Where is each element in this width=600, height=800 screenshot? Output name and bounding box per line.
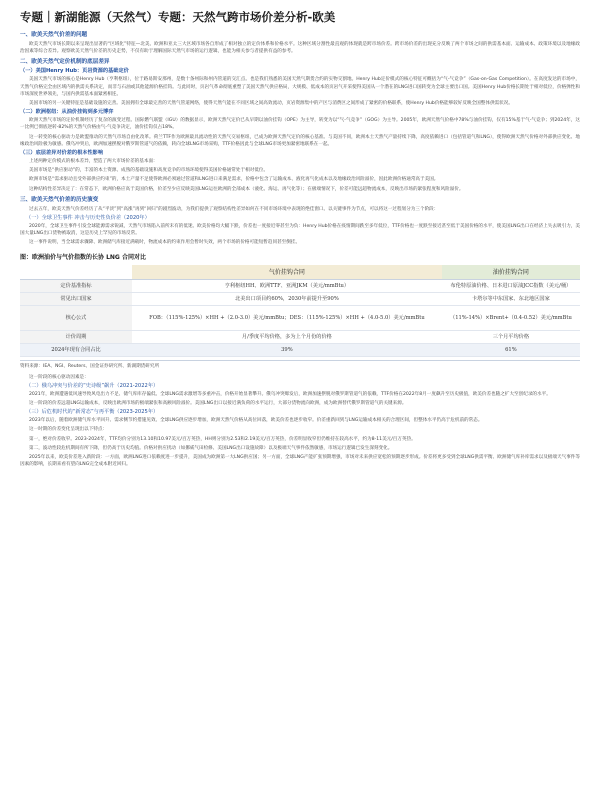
paragraph: 这一时期的价差变化呈现出以下特点： [29, 427, 108, 433]
document-page [20, 0, 580, 468]
paragraph: 美国市场是“供应驱动”的，丰富的本土资源、成熟的基础设施和高度竞争的市场环境使得美国价格通常处于相对低位。 [29, 168, 269, 174]
section-heading-2: 二、欧美天然气定价机制的底层差异 [20, 59, 110, 66]
gas-cell: 亨利枢纽HH、欧洲TTF、亚洲JKM（美元/mmBtu） [132, 279, 442, 292]
row-label: 核心公式 [20, 305, 132, 330]
subsection-heading-2a: （一）美国Henry Hub：页岩资源的基础定价 [20, 68, 129, 75]
oil-cell: 61% [442, 343, 580, 356]
gas-cell: 39% [132, 343, 442, 356]
row-label: 定价基准指标 [20, 279, 132, 292]
paragraph: 2020年，全球卫生事件引发全球能源需求锐减，天然气市场陷入前所未有的低迷。欧美价格均大幅下跌，价差也一度接近零甚至为负：Henry Hub价格在疫情期间跌至多年低位，TTF价格也一度跌至接近甚至低于美国价格的水平，使美国LNG出口在经济上失去吸引力，美国大量LNG出口货物被取消，这是历史上罕见的市场反常。 [20, 224, 580, 237]
paragraph: 上述两种定价模式的根本差异，塑造了两大市场价差的基本面： [29, 159, 158, 165]
contract-comparison-table [20, 265, 580, 357]
paragraph: 第一，绝对价差收窄。2023-2024年，TTF均价分别为13.10和10.97美元/百万英热，HH则分别为2.53和2.19美元/百万英热，价差明显收窄但仍维持在较高水平，约为8-11美元/百万英热。 [29, 436, 416, 442]
paragraph: 这种结构性差异决定了：在常态下，欧洲价格应高于美国价格，价差至少应反映美国LNG运往欧洲的全部成本（液化、海运、再气化等）；在极端情况下，价差可能远超物流成本，反映出市场的紧张程度和风险溢价。 [29, 186, 464, 192]
gas-cell: FOB：（115%-125%）×HH +（2.0-3.0）美元/mmBtu；DES：（115%-125%）×HH +（4.0-5.0）美元/mmBtu [132, 305, 442, 330]
paragraph: 第二，波动性较危机期间有所下降，但仍高于历史均值。价格对供应扰动（如挪威气田检修、美国LNG出口设施故障）以及极端天气事件依然敏感，市场运行逻辑已发生深刻变化。 [29, 445, 393, 451]
row-label: 2024年现有合同占比 [20, 343, 132, 356]
oil-cell: 卡塔尔等中东国家、东北地区国家 [442, 292, 580, 305]
paragraph: 欧洲市场是“需求驱动且受外部供应约束”的，本土产量不足使得欧洲必须通过管道和LNG进口来满足需求，价格中包含了运输成本、液化再气化成本以及地缘政治风险溢价，因此欧洲价格通常高于美国。 [29, 177, 439, 183]
paragraph: 美国天然气市场的核心是Henry Hub（亨利枢纽），位于路易斯安那州，是数十条州际和州内管道的交汇点。也是我们熟悉的美国天然气期货合约的实物交割地。Henry Hub定价模式的核心特征可概括为“气-气竞争”（Gas-on-Gas Competition）。在高度发达的市场中，天然气价格完全由区域内的供需关系决定，而非与石油或其他能源价格挂钩。与此同时，页岩气革命彻底重塑了美国天然气供应格局，大规模、低成本的页岩气开采使得美国从一个潜在的LNG进口国转变为全球主要出口国。美国Henry Hub价格长期处于相对低位，价格弹性和市场深度世界领先，与国内供需基本面紧密相连。 [20, 77, 580, 97]
row-label: 常见出口国家 [20, 292, 132, 305]
row-label: 计价周期 [20, 330, 132, 343]
table-row [20, 305, 580, 330]
paragraph: 美国市场的另一关键特征是基础设施的完善。美国拥有全球最完善的天然气管道网络，使得天然气能在不同区域之间高效流动，页岩资源集中的产区与消费区之间形成了紧密的价格联系，使Henry Hub价格能够较好反映全国整体供需状况。 [29, 101, 513, 107]
subsection-heading-2c: （三）底层差异对价差的根本性影响 [20, 150, 104, 157]
section-heading-3: 三、欧美天然气价差的历史演变 [20, 196, 99, 203]
page-title: 专题｜新湖能源（天然气）专题：天然气跨市场价差分析-欧美 [20, 10, 336, 24]
paragraph: 这一阶段的价差远超LNG运输成本，反映出欧洲市场的极端紧张和高额风险溢价。美国LNG出口以接近满负荷的水平运行，大部分货物流向欧洲，成为欧洲替代俄罗斯管道气的关键来源。 [29, 401, 407, 407]
oil-cell: （11%-14%）×Brent+（0.4-0.52）美元/mmBtu [442, 305, 580, 330]
gas-cell: 北美出口项目约60%，2030年前提升至90% [132, 292, 442, 305]
oil-cell: 三个月平均价格 [442, 330, 580, 343]
paragraph: 2021年，欧洲遭遇低风速导致风电出力不足、储气库库存偏低、全球LNG需求激增等多重冲击，价格开始显著攀升。俄乌冲突爆发后，欧洲加速摆脱对俄罗斯管道气的依赖，TTF价格在2022年8月一度飙升至历史极值，欧美价差也随之扩大至创纪录的水平。 [29, 391, 551, 397]
gas-cell: 月/季度平均价格，多为上个月份的价格 [132, 330, 442, 343]
stage-heading-1: （一）全球卫生事件 冲击与历史性负价差（2020年） [26, 215, 150, 222]
paragraph: 欧洲天然气市场的定价机制经历了复杂的演变过程。国际燃气联盟（IGU）的数据显示，欧洲天然气定价已从早期以油价挂钩（OPE）为主导，转变为以“气-气竞争”（GOG）为主导。2005年，欧洲天然气价格中78%与油价挂钩，仅有15%基于气-气竞争；到2024年，这一比例已彻底逆转-82%的天然气价格由气-气竞争决定，油价挂钩仅占18%。 [20, 118, 580, 131]
table-row [20, 279, 580, 292]
table-header-row [20, 265, 580, 280]
table-header-oil: 油价挂钩合同 [442, 265, 580, 280]
section-heading-1: 一、欧美天然气价差的问题 [20, 32, 88, 38]
stage-heading-2: （二）俄乌冲突与价差的“史诗级”飙升（2021-2022年） [26, 382, 159, 389]
paragraph: 这一转变的核心驱动力是欧盟推动的天然气市场自由化改革。荷兰TTF作为欧洲最具流动性的天然气交易枢纽，已成为欧洲天然气定价的核心基准。与美国不同，欧洲本土天然气产量持续下降，高度依赖进口（包括管道气和LNG），使得欧洲天然气价格对外部供应变化、地缘政治风险极为敏感。俄乌冲突后，欧洲加速摆脱对俄罗斯管道气的依赖，转向全球LNG市场采购，TTF价格因此与全球LNG市场更加紧密地联系在一起。 [20, 134, 580, 147]
table-row [20, 292, 580, 305]
paragraph: 这一事件说明，当全球需求骤降、欧洲储气库接近满载时，物流成本的约束作用会暂时失效，两个市场的价格可能短暂趋同甚至倒挂。 [29, 240, 301, 246]
oil-cell: 布伦特原油价格、日本进口原油JCC指数（美元/桶） [442, 279, 580, 292]
stage-heading-3: （三）后危机时代的“新常态”与再平衡（2023-2025年） [26, 409, 159, 416]
figure-title: 图：欧洲油价与气价指数的长协 LNG 合同对比 [20, 253, 146, 261]
paragraph: 2023年以后，随着欧洲储气库水平回升、需求侧节约措施见效、全球LNG供应逐步增加，欧洲天然气价格从高位回落，欧美价差也逐步收窄。价差重新回到与LNG运输成本相关的合理区间，但整体水平仍高于危机前的常态。 [29, 418, 483, 424]
paragraph: 欧美天然气市场长期以来呈现出显著的“区域化”特征—北美、欧洲和亚太三大区域市场各自形成了相对独立的定价体系和价格水平。这种区域分割性最直观的体现就是跨市场价差。跨市场价差的出现充分反映了两个市场之间的供需基本面、运输成本、政策环境以及地缘政治因素等综合差异。观察欧美天然气价差的历史走势，不仅有助于理解国际天然气市场的运行逻辑，也能为相关参与者提供有益的参考。 [20, 42, 580, 55]
table-header-gas: 气价挂钩合同 [132, 265, 442, 280]
table-row [20, 330, 580, 343]
paragraph: 这一阶段的核心驱动因素是： [29, 374, 89, 380]
subsection-heading-2b: （二）欧洲枢纽：从油价挂钩到多元博弈 [20, 109, 114, 116]
paragraph: 2025年以来，欧美价差进入新阶段：一方面，欧洲LNG进口依赖度进一步提升，美国成为欧洲第一大LNG供应国；另一方面，全球LNG产能扩张预期增强，市场对未来供应宽松的预期逐步形成。价差将更多受到全球LNG供需平衡、欧洲储气库补库需求以及极端天气事件等因素的影响，长期来看有望向LNG完全成本附近回归。 [20, 455, 580, 468]
figure-source: 资料来源：IEA、NGI、Reuters、国金证券研究所、新湖期货研究所 [20, 360, 580, 370]
table-row [20, 343, 580, 356]
table-header-blank [20, 265, 132, 280]
paragraph: 过去五年，欧美天然气价差经历了从“平淡”到“高涨”再到“回归”的剧烈波动，为我们提供了观察结构性差异如何在不同市场环境中表现的绝佳窗口。以关键事件为节点，可以将这一过程划分为三个阶段： [29, 206, 439, 212]
